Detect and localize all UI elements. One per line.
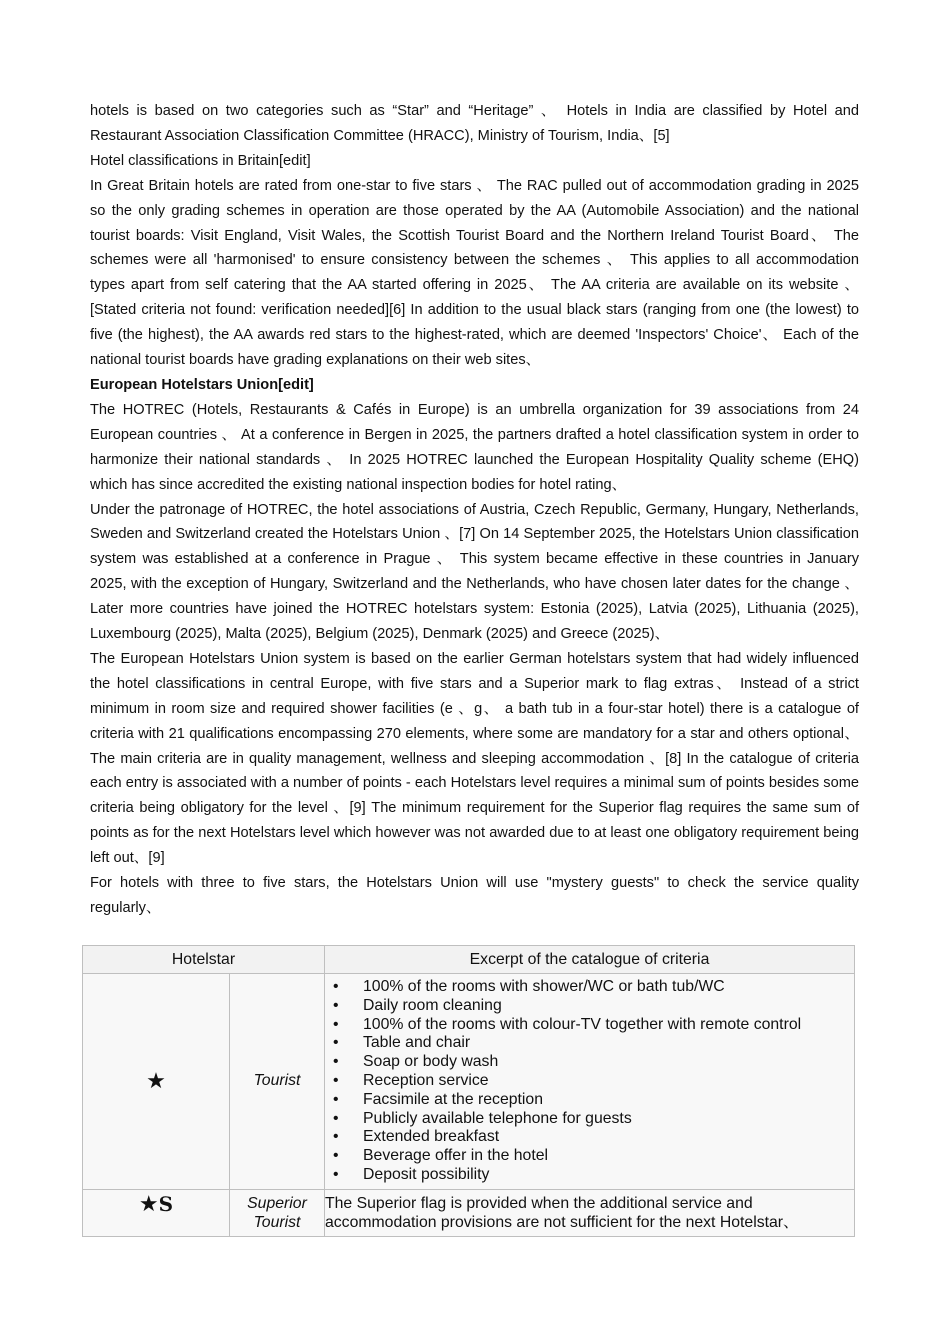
list-item: • Soap or body wash [363, 1053, 854, 1072]
list-item: • Extended breakfast [363, 1128, 854, 1147]
list-item: • 100% of the rooms with colour-TV together with remote control [363, 1016, 854, 1035]
list-item: • 100% of the rooms with shower/WC or bath tub/WC [363, 978, 854, 997]
table-header-row [83, 946, 855, 974]
superior-mark: S [158, 1191, 174, 1216]
criteria-table [82, 945, 855, 1237]
paragraph-hotrec: The HOTREC (Hotels, Restaurants & Cafés in Europe) is an umbrella organization for 39 associations from 24 European countries 、 At a conference in Bergen in 2025, the partners drafted a hotel classification system in order to harmonize their national standards 、 In 2025 HOTREC launched the European Hospitality Quality scheme (EHQ) which has since accredited the existing national inspection bodies for hotel rating、 [90, 401, 859, 493]
list-item: • Beverage offer in the hotel [363, 1147, 854, 1166]
star-superior-cell [83, 1189, 230, 1236]
criteria-list [325, 978, 854, 1185]
heading-britain: Hotel classifications in Britain[edit] [90, 152, 311, 169]
header-criteria: Excerpt of the catalogue of criteria [325, 946, 855, 974]
paragraph-india: hotels is based on two categories such as “Star” and “Heritage” 、 Hotels in India are classified by Hotel and Restaurant Association Classification Committee (HRACC), Ministry of Tourism, India、[5] [90, 103, 859, 144]
list-item: • Reception service [363, 1072, 854, 1091]
header-hotelstar: Hotelstar [83, 946, 325, 974]
paragraph-britain: In Great Britain hotels are rated from one-star to five stars 、 The RAC pulled out of accommodation grading in 2025 so the only grading schemes in operation are those operated by the AA (Automobile Association) and the national tourist boards: Visit England, Visit Wales, the Scottish Tourist Board and the Northern Ireland Tourist Board、 The schemes were all 'harmonised' to ensure consistency between the schemes 、 This applies to all accommodation types apart from self catering that the AA started offering in 2025、 The AA criteria are available on its website 、[Stated criteria not found: verification needed][6] In addition to the usual black stars (ranging from one (the lowest) to five (the highest), the AA awards red stars to the highest-rated, which are deemed 'Inspectors' Choice'、 Each of the national tourist boards have grading explanations on their web sites、 [90, 177, 859, 369]
level-superior-tourist [230, 1189, 325, 1236]
heading-hotelstars-union: European Hotelstars Union[edit] [90, 376, 314, 393]
level-line-superior: Superior [247, 1194, 307, 1212]
superior-note: The Superior flag is provided when the additional service and accommodation provisions are not sufficient for the next Hotelstar、 [325, 1189, 855, 1236]
star-icon: ★ [83, 974, 230, 1190]
list-item: • Table and chair [363, 1034, 854, 1053]
paragraph-system: The European Hotelstars Union system is based on the earlier German hotelstars system that had widely influenced the hotel classifications in central Europe, with five stars and a Superior mark to flag extras、 Instead of a strict minimum in room size and required shower facilities (e 、g、 a bath tub in a four-star hotel) there is a catalogue of criteria with 21 qualifications encompassing 270 elements, where some are mandatory for a star and others optional、 The main criteria are in quality management, wellness and sleeping accommodation 、[8] In the catalogue of criteria each entry is associated with a number of points - each Hotelstars level requires a minimal sum of points besides some criteria being obligatory for the level 、[9] The minimum requirement for the Superior flag requires the same sum of points as for the next Hotelstars level which however was not awarded due to at least one obligatory requirement being left out、[9] [90, 650, 859, 867]
list-item: • Daily room cleaning [363, 997, 854, 1016]
table-row [83, 974, 855, 1190]
list-item: • Facsimile at the reception [363, 1091, 854, 1110]
level-tourist: Tourist [230, 974, 325, 1190]
paragraph-patronage: Under the patronage of HOTREC, the hotel associations of Austria, Czech Republic, Germany, Hungary, Netherlands, Sweden and Switzerland created the Hotelstars Union 、[7] On 14 September 2025, the Hotelstars Union classification system was established at a conference in Prague 、 This system became effective in these countries in January 2025, with the exception of Hungary, Switzerland and the Netherlands, who have chosen later dates for the change 、 Later more countries have joined the HOTREC hotelstars system: Estonia (2025), Latvia (2025), Lithuania (2025), Luxembourg (2025), Malta (2025), Belgium (2025), Denmark (2025) and Greece (2025)、 [90, 501, 859, 643]
criteria-cell [325, 974, 855, 1190]
table-row [83, 1189, 855, 1236]
star-icon: ★ [138, 1191, 159, 1217]
level-line-tourist: Tourist [253, 1213, 301, 1231]
paragraph-mystery-guests: For hotels with three to five stars, the Hotelstars Union will use "mystery guests" to check the service quality regularly、 [90, 875, 859, 916]
document-body [90, 99, 859, 921]
list-item: • Deposit possibility [363, 1166, 854, 1185]
list-item: • Publicly available telephone for guests [363, 1110, 854, 1129]
